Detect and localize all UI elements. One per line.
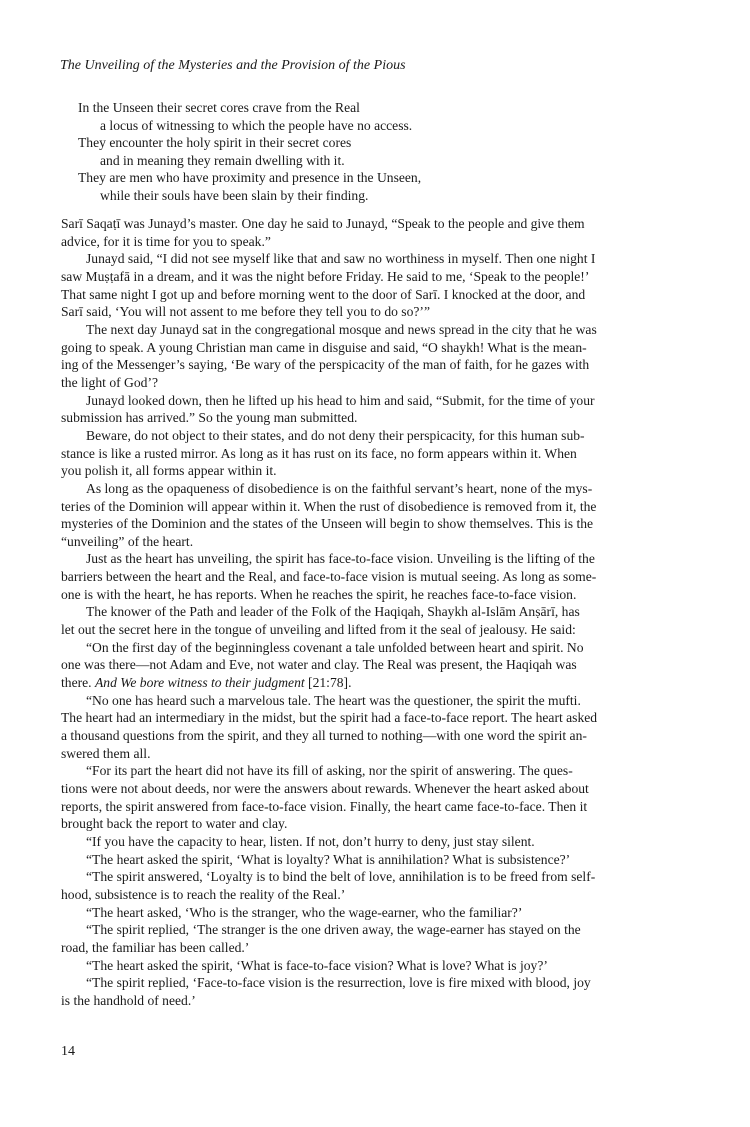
paragraph [61, 904, 523, 922]
poem-line: and in meaning they remain dwelling with it. [100, 152, 345, 168]
paragraph [61, 321, 597, 392]
paragraph [61, 250, 596, 321]
text-line: reports, the spirit answered from face-to-face vision. Finally, the heart came face-to-face. Then it [61, 798, 588, 814]
text-line: “The spirit replied, ‘Face-to-face vision is the resurrection, love is fire mixed with blood, joy [86, 975, 591, 991]
paragraph [61, 639, 584, 692]
paragraph [61, 957, 548, 975]
text-line: road, the familiar has been called.’ [61, 939, 250, 955]
text-line: “The heart asked the spirit, ‘What is loyalty? What is annihilation? What is subsistence?’ [86, 851, 571, 867]
text-line: “If you have the capacity to hear, listen. If not, don’t hurry to deny, just stay silent. [86, 833, 535, 849]
text-line: stance is like a rusted mirror. As long as it has rust on its face, no form appears within it. When [61, 445, 577, 461]
text-line: Sarī Saqaṭī was Junayd’s master. One day he said to Junayd, “Speak to the people and give them [61, 216, 585, 231]
text-line: “No one has heard such a marvelous tale. The heart was the questioner, the spirit the mufti. [86, 692, 581, 708]
text-line: one was there—not Adam and Eve, not water and clay. The Real was present, the Haqiqah was [61, 657, 577, 673]
poem-line: They encounter the holy spirit in their secret cores [78, 135, 352, 150]
paragraph [61, 480, 597, 551]
text-line: hood, subsistence is to reach the reality of the Real.’ [61, 886, 346, 902]
quran-quote: And We bore witness to their judgment [94, 675, 305, 691]
text-segment: [21:78]. [304, 675, 352, 691]
text-line: That same night I got up and before morning went to the door of Sarī. I knocked at the door, and [61, 286, 586, 302]
text-line: the light of God’? [61, 374, 159, 390]
text-line: “unveiling” of the heart. [61, 533, 194, 549]
text-line: teries of the Dominion will appear within it. When the rust of disobedience is removed from it, the [61, 498, 597, 514]
text-line: barriers between the heart and the Real, and face-to-face vision is mutual seeing. As long as some- [61, 569, 597, 585]
paragraph [61, 603, 580, 638]
text-line: Junayd looked down, then he lifted up his head to him and said, “Submit, for the time of your [86, 392, 595, 408]
paragraph [61, 851, 571, 869]
text-line: submission has arrived.” So the young man submitted. [61, 410, 358, 426]
page-number: 14 [61, 1044, 75, 1059]
text-line: saw Muṣṭafā in a dream, and it was the night before Friday. He said to me, ‘Speak to the people!’ [61, 268, 590, 284]
paragraph [61, 762, 589, 833]
text-line: ing of the Messenger’s saying, ‘Be wary of the perspicacity of the man of faith, for he gazes with [61, 357, 590, 373]
text-line: The next day Junayd sat in the congregational mosque and news spread in the city that he was [86, 321, 597, 337]
paragraph [61, 833, 535, 851]
text-line [61, 674, 523, 692]
text-line: As long as the opaqueness of disobedience is on the faithful servant’s heart, none of the mys- [86, 480, 593, 496]
text-line: swered them all. [61, 745, 151, 761]
text-line: you polish it, all forms appear within it. [61, 463, 277, 479]
text-line: “The heart asked the spirit, ‘What is face-to-face vision? What is love? What is joy?’ [86, 957, 548, 973]
text-segment: there. [61, 675, 95, 691]
text-line: brought back the report to water and clay. [61, 816, 288, 832]
poem-line: They are men who have proximity and presence in the Unseen, [78, 170, 422, 185]
poem-line: a locus of witnessing to which the people have no access. [100, 117, 413, 133]
text-line: The heart had an intermediary in the midst, but the spirit had a face-to-face report. The heart asked [61, 710, 598, 726]
text-line: a thousand questions from the spirit, and they all turned to nothing—with one word the spirit an- [61, 728, 587, 744]
text-line: Junayd said, “I did not see myself like that and saw no worthiness in myself. Then one night I [86, 251, 596, 267]
text-line: Beware, do not object to their states, and do not deny their perspicacity, for this human sub- [86, 427, 585, 443]
paragraph [61, 868, 596, 903]
paragraph [61, 692, 598, 763]
text-line: “On the first day of the beginningless covenant a tale unfolded between heart and spirit. No [86, 639, 584, 655]
paragraph [61, 392, 595, 427]
text-line: “The heart asked, ‘Who is the stranger, who the wage-earner, who the familiar?’ [86, 904, 523, 920]
running-head: The Unveiling of the Mysteries and the Provision of the Pious [60, 58, 406, 73]
paragraph [61, 550, 597, 603]
text-line: The knower of the Path and leader of the Folk of the Haqiqah, Shaykh al-Islām Anṣārī, has [86, 604, 580, 620]
text-line: “The spirit answered, ‘Loyalty is to bind the belt of love, annihilation is to be freed from self- [86, 869, 596, 885]
text-line: tions were not about deeds, nor were the answers about rewards. Whenever the heart asked about [61, 781, 589, 796]
paragraph [61, 215, 585, 250]
text-line: going to speak. A young Christian man came in disguise and said, “O shaykh! What is the mean- [61, 339, 587, 355]
text-line: “For its part the heart did not have its fill of asking, nor the spirit of answering. The ques- [86, 763, 573, 779]
paragraph [61, 427, 585, 480]
text-line: Sarī said, ‘You will not assent to me before they tell you to do so?’” [61, 304, 430, 320]
text-line: one is with the heart, he has reports. When he reaches the spirit, he reaches face-to-face vision. [61, 586, 577, 602]
text-line: is the handhold of need.’ [61, 992, 196, 1008]
poem-line: In the Unseen their secret cores crave from the Real [78, 100, 360, 115]
poem-line: while their souls have been slain by their finding. [100, 187, 369, 203]
text-line: Just as the heart has unveiling, the spirit has face-to-face vision. Unveiling is the lifting of the [86, 551, 595, 567]
paragraph [61, 921, 581, 956]
text-line: let out the secret here in the tongue of unveiling and lifted from it the seal of jealousy. He said: [61, 622, 576, 638]
paragraph [61, 974, 591, 1009]
text-line: “The spirit replied, ‘The stranger is the one driven away, the wage-earner has stayed on the [86, 922, 581, 938]
poem-block [78, 99, 421, 204]
body-text [61, 215, 598, 1010]
text-line: mysteries of the Dominion and the states of the Unseen will begin to show themselves. This is the [61, 516, 594, 532]
text-line: advice, for it is time for you to speak.” [61, 233, 271, 249]
